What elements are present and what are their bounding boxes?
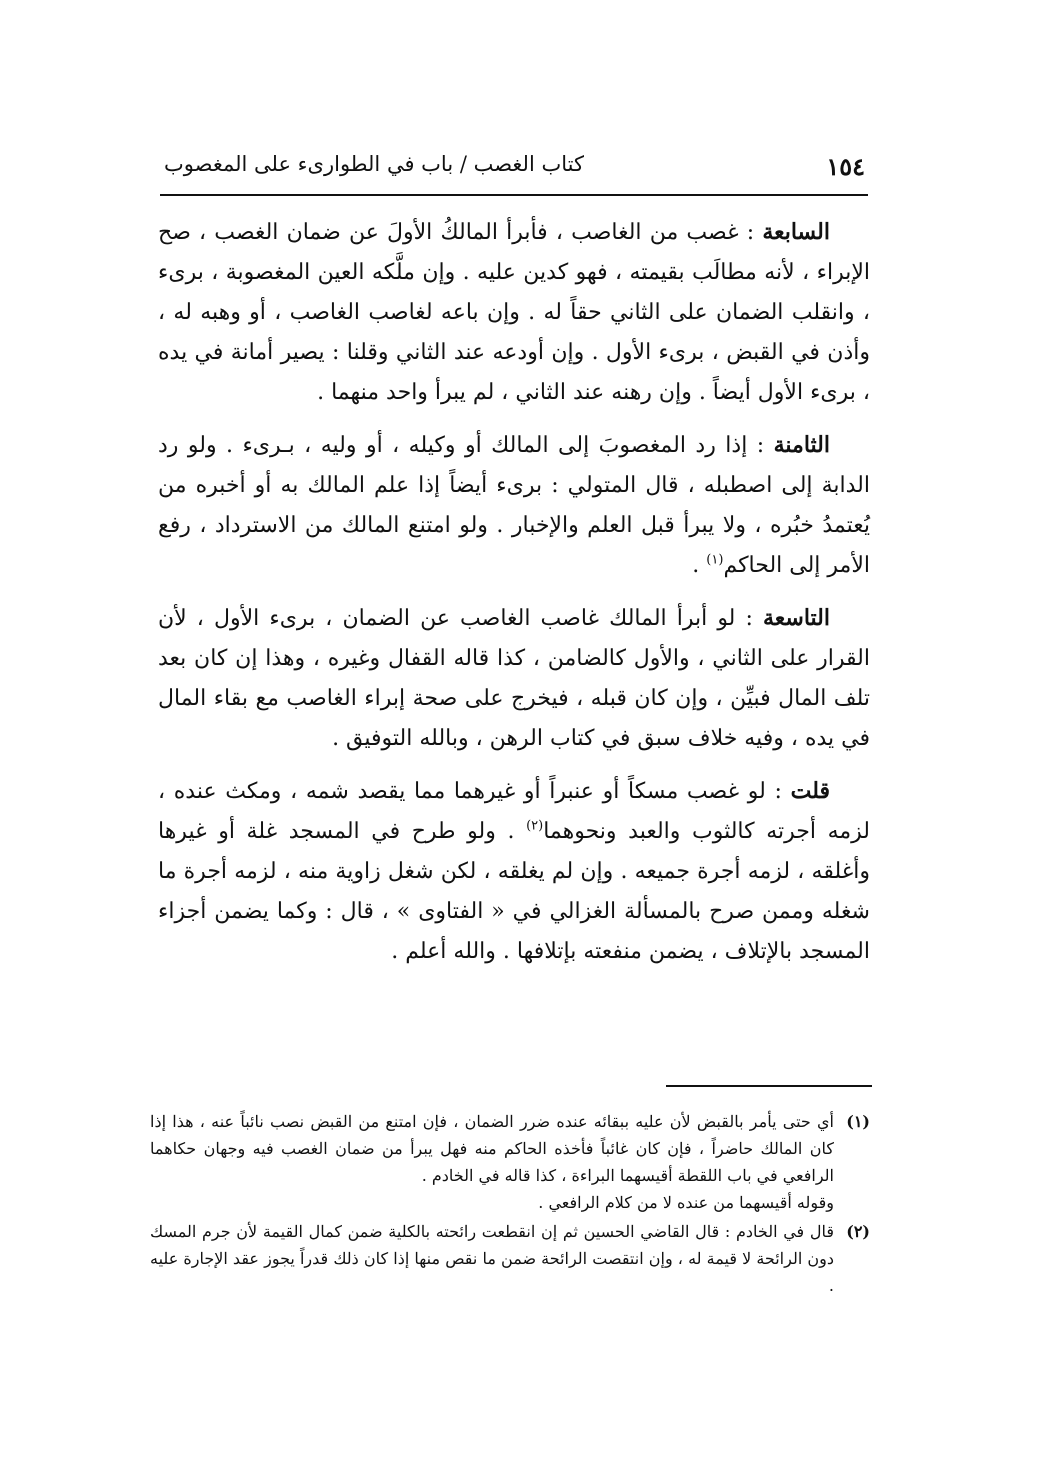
main-text bbox=[158, 212, 870, 984]
footnotes bbox=[150, 1108, 870, 1301]
page-header bbox=[160, 148, 865, 188]
footnote-number: (١) bbox=[846, 1112, 870, 1131]
paragraph-eighth bbox=[158, 425, 870, 586]
header-rule bbox=[160, 194, 868, 196]
paragraph-text: : لو غصب مسكاً أو عنبراً أو غيرهما مما يقصد شمه ، ومكث عنده ، لزمه أجرته كالثوب والعبد ونحوهما bbox=[158, 779, 870, 844]
paragraph-lead: الثامنة bbox=[773, 432, 830, 458]
page-number: ١٥٤ bbox=[826, 152, 865, 181]
paragraph-tail: . ولو طرح في المسجد غلة أو غيرها وأغلقه ، لزمه أجرة جميعه . وإن لم يغلقه ، لكن شغل زاوية منه ، لزمه أجرة ما شغله وممن صرح بالمسألة الغزالي في « الفتاوى » ، قال : وكما يضمن أجزاء المسجد بالإتلاف ، يضمن منفعته بإتلافها . والله أعلم . bbox=[158, 819, 870, 964]
footnote-text: أي حتى يأمر بالقبض لأن عليه ببقائه عنده ضرر الضمان ، فإن امتنع من القبض نصب نائباً عنه ، هذا إذا كان المالك حاضراً ، فإن كان غائباً فأخذه الحاكم منه فهل يبرأ من ضمان الغصب فيه وجهان حكاهما الرافعي في باب اللقطة أقيسهما البراءة ، كذا قاله في الخادم . bbox=[150, 1112, 834, 1185]
footnote-ref[interactable]: (٢) bbox=[526, 818, 544, 834]
paragraph-lead: التاسعة bbox=[763, 605, 830, 631]
paragraph-seventh bbox=[158, 212, 870, 413]
footnote-1 bbox=[150, 1108, 870, 1216]
footnote-ref[interactable]: (١) bbox=[706, 552, 724, 568]
footnote-body bbox=[150, 1108, 834, 1216]
footnote-extra: وقوله أقيسهما من عنده لا من كلام الرافعي . bbox=[538, 1193, 834, 1212]
paragraph-ninth bbox=[158, 598, 870, 759]
running-title: كتاب الغصب / باب في الطوارىء على المغصوب bbox=[164, 152, 584, 176]
footnote-number: (٢) bbox=[846, 1222, 870, 1241]
paragraph-text: : إذا رد المغصوبَ إلى المالك أو وكيله ، أو وليه ، بـرىء . ولو رد الدابة إلى اصطبله ، قال المتولي : برىء أيضاً إذا علم المالك به أو أخبره من يُعتمدُ خبُره ، ولا يبرأ قبل العلم والإخبار . ولو امتنع المالك من الاسترداد ، رفع الأمر إلى الحاكم bbox=[158, 433, 870, 578]
paragraph-lead: السابعة bbox=[762, 219, 830, 245]
footnote-body bbox=[150, 1218, 834, 1299]
paragraph-text: : لو أبرأ المالك غاصب الغاصب عن الضمان ، برىء الأول ، لأن القرار على الثاني ، والأول كالضامن ، كذا قاله القفال وغيره ، وهذا إن كان بعد تلف المال فبيِّن ، وإن كان قبله ، فيخرج على صحة إبراء الغاصب مع بقاء المال في يده ، وفيه خلاف سبق في كتاب الرهن ، وبالله التوفيق . bbox=[158, 606, 870, 751]
footnote-2 bbox=[150, 1218, 870, 1299]
paragraph-lead: قلت bbox=[790, 778, 830, 804]
footnote-rule bbox=[666, 1085, 872, 1087]
footnote-text: قال في الخادم : قال القاضي الحسين ثم إن انقطعت رائحته بالكلية ضمن كمال القيمة لأن جرم المسك دون الرائحة لا قيمة له ، وإن انتقصت الرائحة ضمن ما نقص منها إذا كان ذلك قدراً يجوز عقد الإجارة عليه . bbox=[150, 1222, 834, 1295]
paragraph-tail: . bbox=[692, 553, 707, 578]
paragraph-text: : غصب من الغاصب ، فأبرأ المالكُ الأولَ عن ضمان الغصب ، صح الإبراء ، لأنه مطالَب بقيمته ، فهو كدين عليه . وإن ملَّكه العين المغصوبة ، برىء ، وانقلب الضمان على الثاني حقاً له . وإن باعه لغاصب الغاصب ، أو وهبه له ، وأذن في القبض ، برىء الأول . وإن أودعه عند الثاني وقلنا : يصير أمانة في يده ، برىء الأول أيضاً . وإن رهنه عند الثاني ، لم يبرأ واحد منهما . bbox=[158, 220, 870, 405]
paragraph-comment bbox=[158, 771, 870, 972]
